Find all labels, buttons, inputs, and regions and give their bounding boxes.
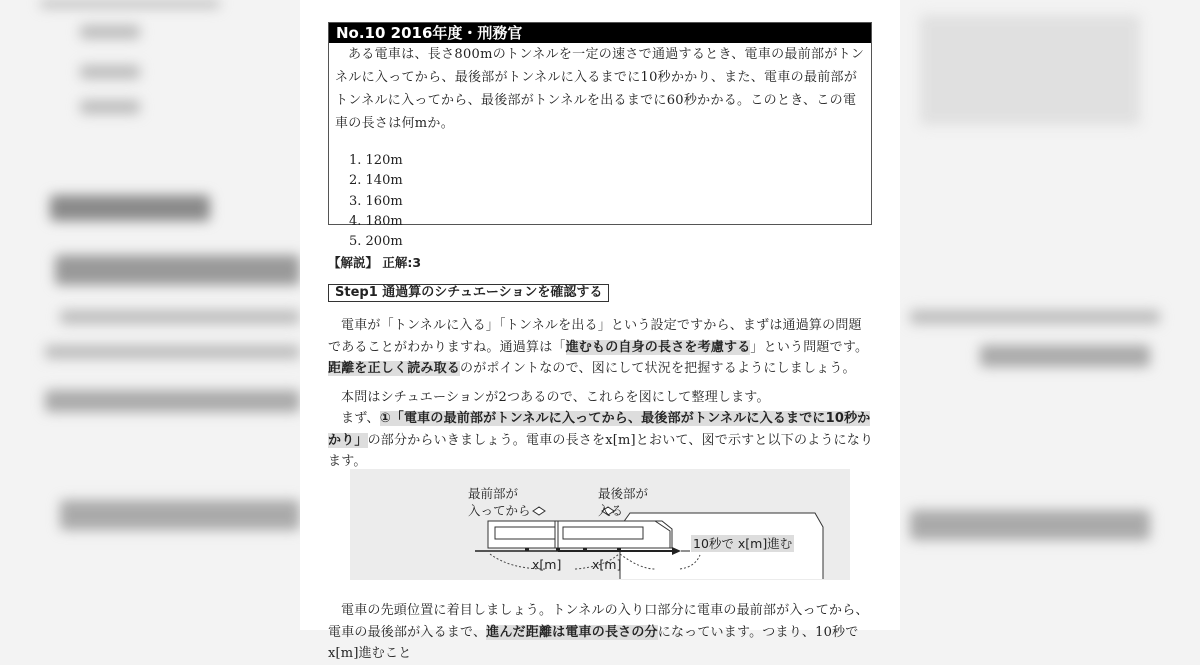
text: のがポイントなので、図にして状況を把握するようにしましょう。 [460,361,856,376]
paragraph-3 [328,600,874,665]
train-diagram [350,469,850,580]
question-text: ある電車は、長さ800mのトンネルを一定の速さで通過するとき、電車の最前部がトンネルに入ってから、最後部がトンネルに入るまでに10秒かかり、また、電車の最前部がトンネルに入ってから、最後部がトンネルを出るまでに60秒かかる。このとき、この電車の長さは何mか。 [335,47,865,131]
option: 2. 140m [349,173,403,189]
option: 5. 200m [349,234,403,250]
question-box [328,22,872,250]
text: 」という問題です。 [750,339,869,355]
document-page [300,0,900,661]
text: まず、 [341,411,380,426]
step1-heading: Step1 通過算のシチュエーションを確認する [328,284,609,302]
length-label: x[m] [592,557,622,572]
option: 1. 120m [349,153,403,168]
text: の部分からいきましょう。電車の長さをx[m]とおいて、図で示すと以下のようになります。 [328,432,874,469]
text: 電車が「トンネルに入る」「トンネルを出る」という設定ですから、まずは通過算の問題であることがわかりますね。通過算は「 [328,318,862,355]
front-label: 最前部が 入ってから [468,486,531,518]
option: 3. 160m [349,193,403,209]
move-label: 10秒で x[m]進む [693,536,793,551]
option: 4. 180m [349,213,403,229]
highlight: 進んだ距離は電車の長さの分 [486,624,658,640]
highlight: 距離を正しく読み取る [328,361,461,376]
paragraph-2b [328,408,874,473]
paragraph-2a: 本問はシチュエーションが2つあるので、これらを図にして整理します。 [341,390,770,405]
length-label: x[m] [532,557,562,572]
paragraph-1 [328,315,874,380]
answer-heading: 【解説】 正解:3 [328,255,422,270]
answer-options [329,151,871,252]
text: 電車の先頭位置に着目しましょう。トンネルの入り口部分に電車の最前部が入ってから、電車の最後部が入るまで、 [328,603,869,640]
highlight: 進むもの自身の長さを考慮する [565,339,751,355]
question-header: No.10 2016年度・刑務官 [329,23,871,43]
highlight: ①「電車の最前部がトンネルに入ってから、最後部がトンネルに入るまでに10秒かかり」 [328,411,871,448]
rear-label: 最後部が 入る [598,486,649,518]
text: になっています。つまり、10秒でx[m]進むこと [328,624,859,661]
